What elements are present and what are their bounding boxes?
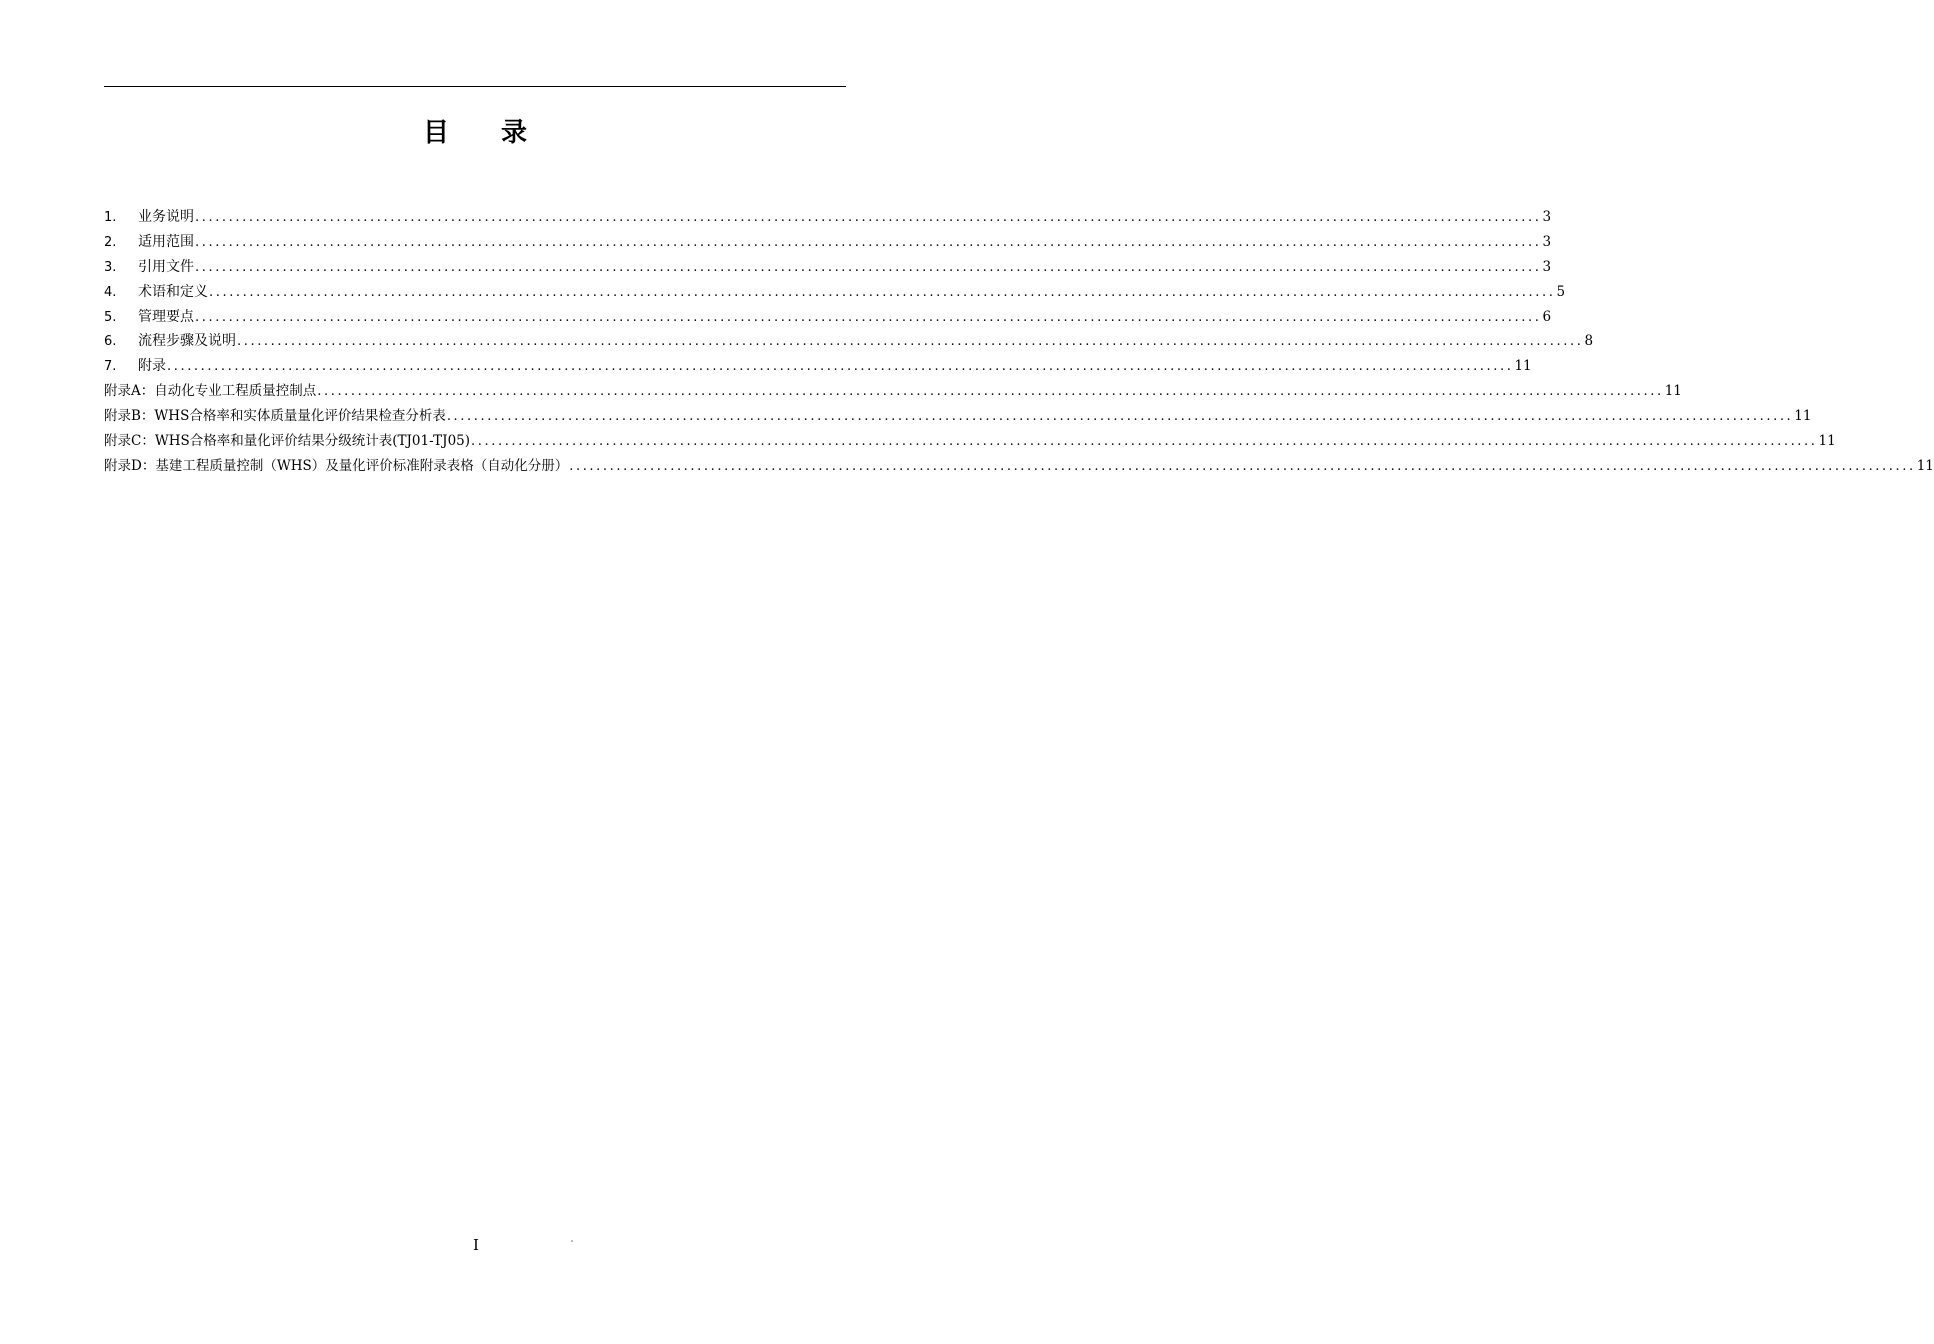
toc-entry-2[interactable]: [104, 230, 1552, 255]
toc-entry-label: 引用文件: [138, 258, 194, 275]
toc-leader-dots: ........................................................................................................................................................................................................: [195, 210, 1542, 225]
toc-entry-page: 5: [1556, 283, 1566, 300]
toc-entry-number: 3.: [104, 259, 117, 275]
toc-entry-number: 2.: [104, 234, 117, 250]
toc-entry-number: 5.: [104, 309, 117, 325]
toc-entry-label: 附录: [138, 358, 166, 375]
toc-entry-page: 3: [1542, 209, 1552, 225]
toc-entry-label: 业务说明: [138, 209, 194, 225]
toc-appendix-page: 11: [1664, 383, 1682, 400]
toc-entry-number: 4.: [104, 284, 117, 300]
toc-appendix-b[interactable]: [104, 404, 1812, 429]
toc-entry-label: 适用范围: [138, 233, 194, 250]
toc-leader-dots: ........................................................................................................................................................................................................: [167, 359, 1514, 375]
toc-leader-dots: ........................................................................................................................................................................................................: [195, 234, 1542, 250]
toc-appendix-page: 11: [1818, 433, 1836, 450]
toc-entry-page: 11: [1514, 358, 1532, 375]
toc-entry-number: 7.: [104, 359, 117, 375]
toc-entry-6[interactable]: [104, 329, 1594, 354]
toc-leader-dots: ........................................................................................................................................................................................................: [237, 334, 1584, 350]
toc-entry-label: 管理要点: [138, 308, 194, 325]
toc-entry-number: 6.: [104, 334, 117, 350]
toc-leader-dots: ........................................................................................................................................................................................................: [446, 409, 1794, 425]
toc-appendix-label: 附录D：基建工程质量控制（WHS）及量化评价标准附录表格（自动化分册）: [104, 457, 569, 474]
header-rule: [104, 86, 846, 87]
toc-entry-label: 术语和定义: [138, 283, 208, 300]
toc-entry-7[interactable]: [104, 354, 1532, 379]
toc-entry-page: 8: [1584, 333, 1594, 350]
toc-leader-dots: ........................................................................................................................................................................................................: [471, 434, 1818, 450]
toc-appendix-label: 附录A：自动化专业工程质量控制点: [104, 383, 317, 400]
toc-leader-dots: ........................................................................................................................................................................................................: [317, 384, 1664, 400]
toc-appendix-d[interactable]: [104, 454, 1934, 479]
toc-appendix-label: 附录C：WHS合格率和量化评价结果分级统计表(TJ01-TJ05): [104, 433, 471, 450]
footer-page-number: I: [473, 1236, 479, 1254]
toc-appendix-page: 11: [1794, 408, 1812, 425]
toc-entry-number: 1.: [104, 210, 117, 225]
table-of-contents: [104, 205, 1934, 479]
toc-entry-3[interactable]: [104, 255, 1552, 280]
toc-entry-page: 3: [1542, 258, 1552, 275]
toc-leader-dots: ........................................................................................................................................................................................................: [569, 458, 1916, 474]
footer-mark: [571, 1240, 573, 1242]
toc-entry-5[interactable]: [104, 305, 1552, 330]
toc-entry-1[interactable]: [104, 205, 1552, 230]
toc-entry-label: 流程步骤及说明: [138, 333, 236, 350]
toc-appendix-c[interactable]: [104, 429, 1836, 454]
toc-entry-page: 3: [1542, 233, 1552, 250]
toc-appendix-label: 附录B：WHS合格率和实体质量量化评价结果检查分析表: [104, 408, 446, 425]
page-title: 目录: [422, 118, 579, 148]
toc-leader-dots: ........................................................................................................................................................................................................: [195, 259, 1542, 275]
toc-appendix-page: 11: [1916, 457, 1934, 474]
toc-entry-4[interactable]: [104, 280, 1566, 305]
toc-entry-page: 6: [1542, 308, 1552, 325]
toc-leader-dots: ........................................................................................................................................................................................................: [209, 284, 1556, 300]
toc-appendix-a[interactable]: [104, 379, 1682, 404]
toc-leader-dots: ........................................................................................................................................................................................................: [195, 309, 1542, 325]
